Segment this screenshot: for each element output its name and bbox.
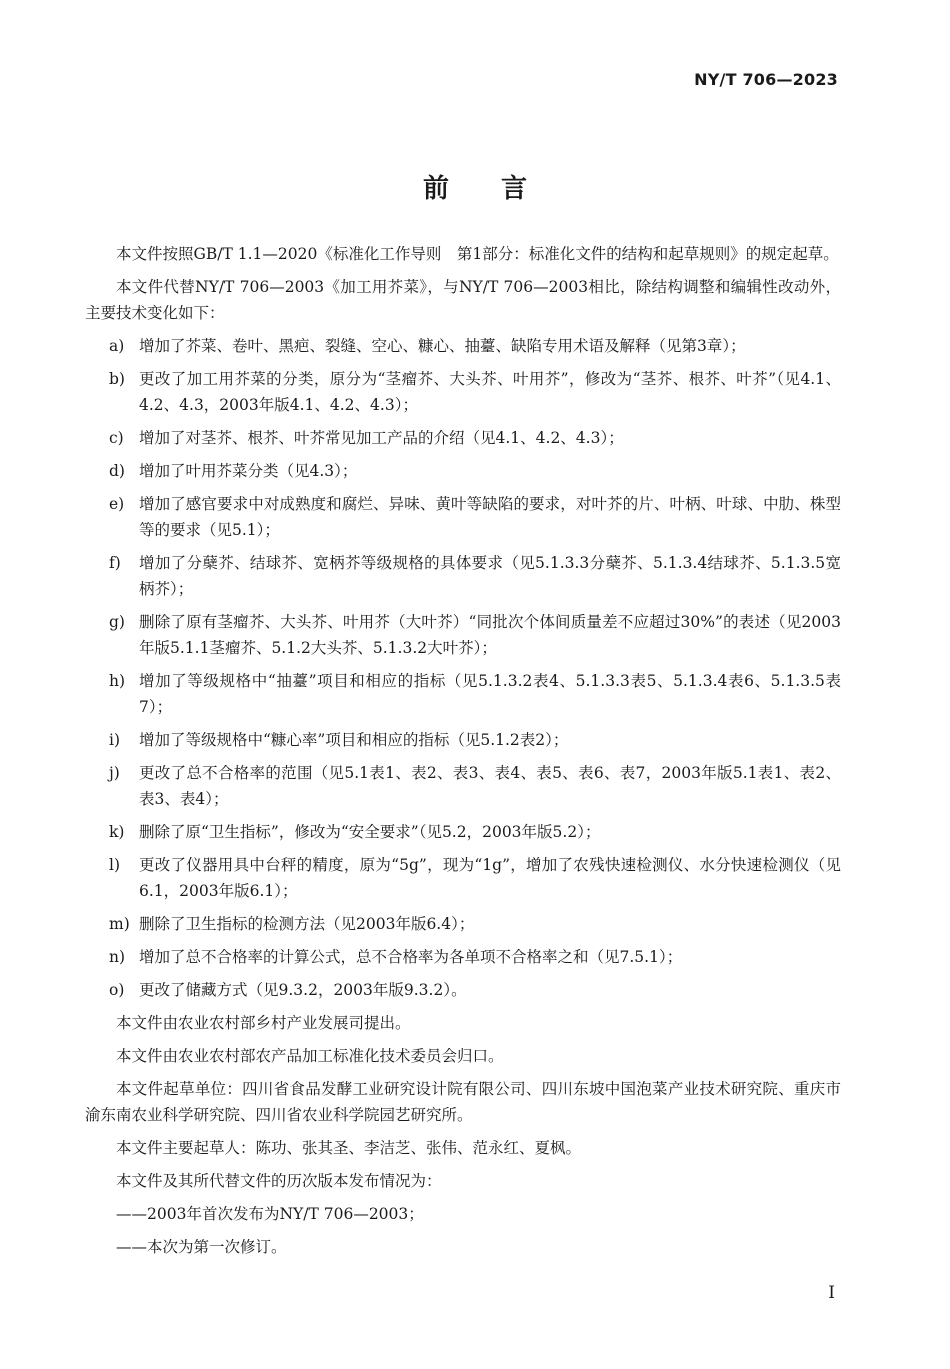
change-item [85,819,841,845]
change-item [85,944,841,970]
closing-paragraph: 本文件由农业农村部农产品加工标准化技术委员会归口。 [116,1047,504,1065]
closing-paragraph: 本文件起草单位：四川省食品发酵工业研究设计院有限公司、四川东坡中国泡菜产业技术研究院、重庆市渝东南农业科学研究院、四川省农业科学院园艺研究所。 [85,1080,841,1124]
history-entry: ——本次为第一次修订。 [116,1238,287,1256]
change-item [85,425,841,451]
closing-paragraph: 本文件主要起草人：陈功、张其圣、李洁芝、张伟、范永红、夏枫。 [116,1139,582,1157]
change-item-label: j) [109,764,120,782]
intro-paragraph: 本文件代替NY/T 706—2003《加工用芥菜》，与NY/T 706—2003相比，除结构调整和编辑性改动外，主要技术变化如下： [85,278,841,322]
closing-paragraph: 本文件及其所代替文件的历次版本发布情况为： [116,1172,442,1190]
change-item-text: 删除了原“卫生指标”，修改为“安全要求”（见5.2，2003年版5.2）； [139,823,601,841]
change-item [85,550,841,602]
change-item-text: 删除了卫生指标的检测方法（见2003年版6.4）； [139,915,475,933]
change-item-label: b) [109,370,125,388]
change-item [85,760,841,812]
standard-code: NY/T 706—2023 [694,70,838,89]
change-item-label: m) [109,915,130,933]
change-item-text: 增加了分蘖芥、结球芥、宽柄芥等级规格的具体要求（见5.1.3.3分蘖芥、5.1.3.4结球芥、5.1.3.5宽柄芥）； [139,554,841,598]
change-item-text: 更改了储藏方式（见9.3.2，2003年版9.3.2）。 [139,981,467,999]
page-number: I [828,1283,835,1303]
change-item-label: g) [109,613,125,631]
change-item-text: 增加了感官要求中对成熟度和腐烂、异味、黄叶等缺陷的要求，对叶芥的片、叶柄、叶球、中肋、株型等的要求（见5.1）； [139,495,841,539]
change-item-text: 更改了仪器用具中台秤的精度，原为“5g”，现为“1g”，增加了农残快速检测仪、水分快速检测仪（见6.1，2003年版6.1）； [139,856,841,900]
history-entry: ——2003年首次发布为NY/T 706—2003； [116,1205,424,1223]
change-item-label: h) [109,672,126,690]
closing-paragraph: 本文件由农业农村部乡村产业发展司提出。 [116,1014,411,1032]
change-item-label: k) [109,823,125,841]
change-item-label: n) [109,948,126,966]
change-item-label: f) [109,554,121,572]
change-item [85,668,841,720]
change-item [85,977,841,1003]
change-item-text: 增加了对茎芥、根芥、叶芥常见加工产品的介绍（见4.1、4.2、4.3）； [139,429,624,447]
change-item [85,458,841,484]
change-item-text: 增加了芥菜、卷叶、黑疤、裂缝、空心、糠心、抽薹、缺陷专用术语及解释（见第3章）； [139,337,746,355]
page-title: 前言 [422,174,579,204]
change-item [85,911,841,937]
change-item-text: 删除了原有茎瘤芥、大头芥、叶用芥（大叶芥）“同批次个体间质量差不应超过30%”的表述（见2003年版5.1.1茎瘤芥、5.1.2大头芥、5.1.3.2大叶芥）； [139,613,841,657]
document-body [85,241,841,1267]
change-item-label: i) [109,731,121,749]
change-item-label: a) [109,337,125,355]
change-item-text: 增加了总不合格率的计算公式，总不合格率为各单项不合格率之和（见7.5.1）； [139,948,683,966]
change-item-text: 增加了叶用芥菜分类（见4.3）； [139,462,358,480]
intro-paragraph: 本文件按照GB/T 1.1—2020《标准化工作导则 第1部分：标准化文件的结构和起草规则》的规定起草。 [116,245,839,263]
change-item [85,491,841,543]
change-item-label: o) [109,981,125,999]
change-item [85,609,841,661]
change-item-label: e) [109,495,125,513]
change-item [85,852,841,904]
change-item-text: 增加了等级规格中“糠心率”项目和相应的指标（见5.1.2表2）； [139,731,569,749]
change-item [85,727,841,753]
change-item-label: d) [109,462,125,480]
change-item-text: 更改了总不合格率的范围（见5.1表1、表2、表3、表4、表5、表6、表7，2003年版5.1表1、表2、表3、表4）； [139,764,841,808]
change-item [85,333,841,359]
change-item-label: c) [109,429,124,447]
change-item-text: 增加了等级规格中“抽薹”项目和相应的指标（见5.1.3.2表4、5.1.3.3表5、5.1.3.4表6、5.1.3.5表7）； [139,672,841,716]
change-item-label: l) [109,856,121,874]
change-item [85,366,841,418]
change-item-text: 更改了加工用芥菜的分类，原分为“茎瘤芥、大头芥、叶用芥”，修改为“茎芥、根芥、叶芥”（见4.1、4.2、4.3，2003年版4.1、4.2、4.3）； [139,370,841,414]
